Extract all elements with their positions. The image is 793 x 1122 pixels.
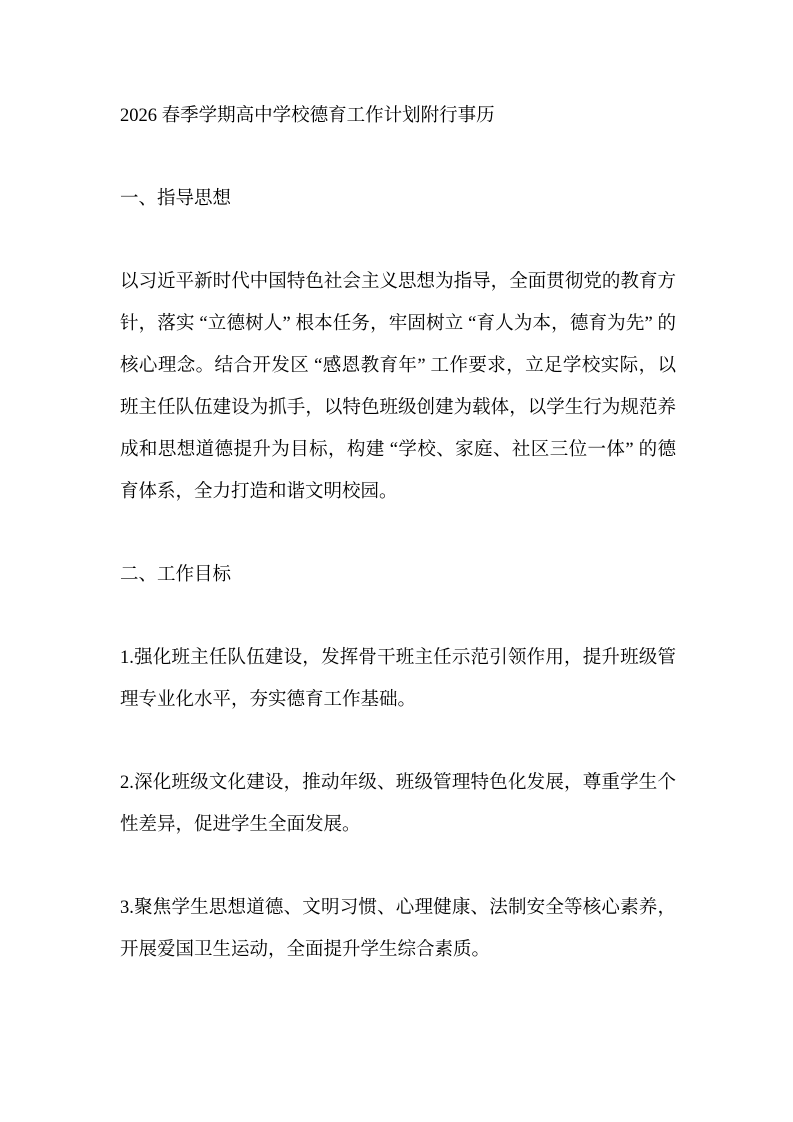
document-title: 2026 春季学期高中学校德育工作计划附行事历 xyxy=(120,106,495,126)
paragraph-goal-3: 3.聚焦学生思想道德、文明习惯、心理健康、法制安全等核心素养，开展爱国卫生运动，全面提升学生综合素质。 xyxy=(120,898,676,960)
section-heading-guiding-ideology: 一、指导思想 xyxy=(120,189,232,209)
paragraph-guiding-ideology: 以习近平新时代中国特色社会主义思想为指导，全面贯彻党的教育方针，落实 “立德树人” 根本任务，牢固树立 “育人为本，德育为先” 的核心理念。结合开发区 “感恩教育年” 工作要求，立足学校实际，以班主任队伍建设为抓手，以特色班级创建为载体，以学生行为规范养成和思想道德提升为目标，构建 “学校、家庭、社区三位一体” 的德育体系，全力打造和谐文明校园。 xyxy=(120,272,676,502)
paragraph-goal-2: 2.深化班级文化建设，推动年级、班级管理特色化发展，尊重学生个性差异，促进学生全面发展。 xyxy=(120,773,676,835)
section-heading-work-goals: 二、工作目标 xyxy=(120,565,232,585)
paragraph-goal-1: 1.强化班主任队伍建设，发挥骨干班主任示范引领作用，提升班级管理专业化水平，夯实德育工作基础。 xyxy=(120,648,676,710)
